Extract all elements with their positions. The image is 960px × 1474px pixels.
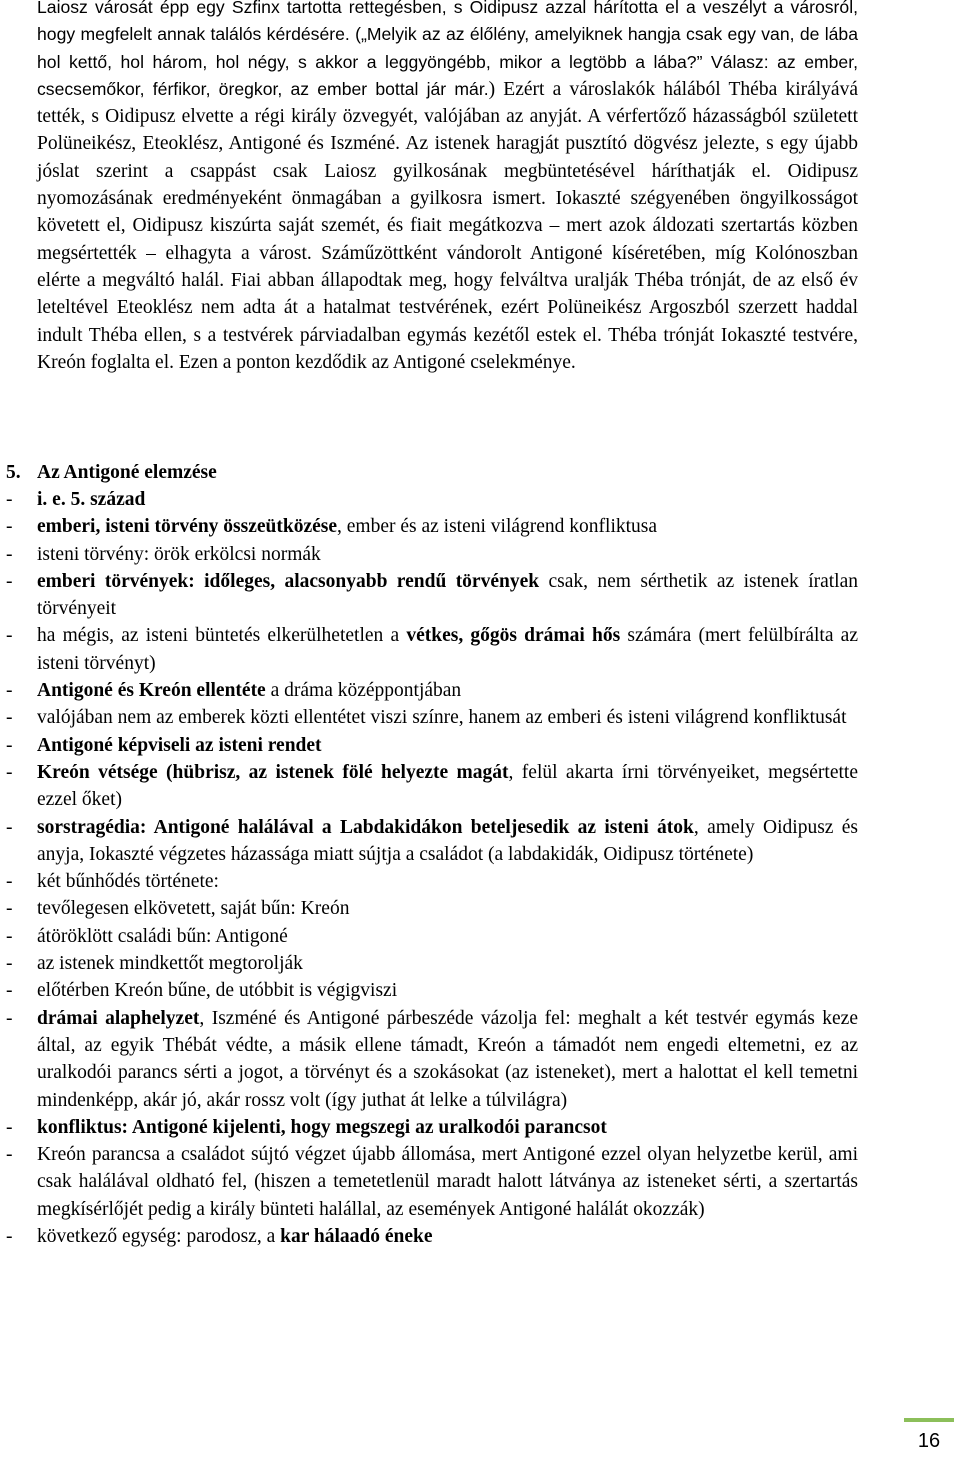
list-dash: - [6, 1007, 13, 1029]
list-item [6, 1005, 858, 1114]
list-item [6, 923, 858, 950]
page-number: 16 [917, 1430, 941, 1452]
list-item [6, 704, 858, 731]
list-dash: - [6, 980, 13, 1002]
list-dash: - [6, 516, 13, 538]
intro-text-part-1: Laiosz városát épp egy Szfinx tartotta rettegésben, s Oidipusz azzal hárította el a veszélyt a városról, hogy megfelelt annak találós kérdésére. („Melyik az az élőlény, amelyiknek hangja csak egy van, de lába hol kettő, hol három, hol négy, s akkor a leggyöngébb, mikor a legtöbb a lába?” Válasz: az ember, csecsemőkor, férfikor, öregkor, az ember bottal jár már. [37, 0, 858, 99]
item-text: csak, nem sérthetik az istenek íratlan törvényeit [37, 570, 859, 620]
list-item [6, 868, 858, 895]
list-item [6, 1114, 858, 1141]
item-bold-text: emberi, isteni törvény összeütközése [37, 516, 338, 538]
list-dash: - [6, 707, 13, 729]
list-item [6, 486, 858, 513]
list-item [6, 1223, 858, 1250]
section-title: Az Antigoné elemzése [37, 462, 217, 483]
item-text: ha mégis, az isteni büntetés elkerülhetetlen a [37, 625, 407, 647]
item-bold-text: konfliktus: Antigoné kijelenti, hogy megszegi az uralkodói parancsot [37, 1116, 607, 1138]
list-item [6, 895, 858, 922]
list-item [6, 759, 858, 814]
list-item [6, 622, 858, 677]
list-item [6, 1141, 858, 1223]
item-bold-text: i. e. 5. század [37, 489, 146, 510]
item-bold-text: Kreón vétsége (hübrisz, az istenek fölé helyezte magát [37, 761, 509, 783]
item-bold-text: emberi törvények: időleges, alacsonyabb rendű törvények [37, 570, 540, 592]
item-text: isteni törvény: örök erkölcsi normák [37, 543, 321, 565]
list-dash: - [6, 953, 13, 975]
intro-paragraph [37, 0, 858, 376]
list-dash: - [6, 898, 13, 920]
item-text: tevőlegesen elkövetett, saját bűn: Kreón [37, 898, 350, 920]
item-text: , amely Oidipusz és anyja, Iokaszté végzetes házassága miatt sújtja a családot (a labdakidák, Oidipusz története) [37, 816, 858, 865]
list-dash: - [6, 543, 13, 565]
item-text: , felül akarta írni törvényeiket, megsértette ezzel őket) [37, 761, 858, 811]
list-dash: - [6, 925, 13, 947]
item-text: valójában nem az emberek közti ellentétet viszi színre, hanem az emberi és isteni világrend konfliktusát [37, 707, 847, 729]
list-item [6, 541, 858, 568]
intro-text-part-3: Az istenek haragját pusztító dögvész jelezte, s egy újabb jóslat szerint a csappást csak Laiosz gyilkosának megbüntetésével háríthatják el. Oidipusz nyomozásának eredményeként önmagában a gyilkosra ismert. Iokaszté szégyenében öngyilkosságot követett el, Oidipusz kiszúrta saját szemét, és fiait megátkozva – mert azok áldozati szertartás közben megsértették – elhagyta a várost. Száműzöttként vándorolt Antigoné kíséretében, míg Kolónoszban elérte a megváltó halál. Fiai abban állapodtak meg, hogy felváltva uralják Théba trónját, de az első év leteltével Eteoklész nem adta át a hatalmat testvérének, ezért Polüneikész Argoszból szerzett haddal indult Théba ellen, s a testvérek párviadalban egymás kezétől estek el. Théba trónját Iokaszté testvére, Kreón foglalta el. Ezen a ponton kezdődik az Antigoné cselekménye. [37, 133, 858, 373]
list-dash: - [6, 871, 13, 893]
list-dash: - [6, 489, 13, 510]
list-dash: - [6, 816, 13, 838]
list-dash: - [6, 625, 13, 647]
list-dash: - [6, 680, 13, 702]
list-dash: - [6, 570, 13, 592]
list-dash: - [6, 1226, 13, 1248]
item-bold-text: vétkes, gőgös drámai hős [406, 625, 621, 647]
item-bold-text: kar hálaadó éneke [280, 1226, 433, 1248]
list-item [6, 732, 858, 759]
list-dash: - [6, 734, 13, 756]
item-bold-text: sorstragédia: Antigoné halálával a Labdakidákon beteljesedik az isteni átok [37, 816, 694, 838]
item-bold-text: Antigoné képviseli az isteni rendet [37, 734, 322, 756]
list-item [6, 950, 858, 977]
item-text: előtérben Kreón bűne, de utóbbit is végigviszi [37, 980, 398, 1002]
list-item [6, 814, 858, 869]
intro-text-part-2: ) Ezért a városlakók hálából Théba királyává tették, s Oidipusz elvette a régi király özvegyét, valójában az anyját. A vérfertőző házasságból született Polüneikész, Eteoklész, Antigoné és Iszméné. [37, 78, 858, 155]
item-text: két bűnhődés története: [37, 871, 219, 893]
item-text: az istenek mindkettőt megtorolják [37, 953, 303, 975]
list-item [6, 568, 858, 623]
item-text: átöröklött családi bűn: Antigoné [37, 925, 288, 947]
item-bold-text: drámai alaphelyzet [37, 1007, 200, 1029]
section-heading [6, 459, 866, 486]
list-item [6, 977, 858, 1004]
list-item [6, 513, 858, 540]
analysis-list [6, 486, 858, 1250]
list-item [6, 677, 858, 704]
section-number: 5. [6, 462, 21, 483]
item-bold-text: Antigoné és Kreón ellentéte [37, 680, 266, 702]
item-text: Kreón parancsa a családot sújtó végzet újabb állomása, mert Antigoné ezzel olyan helyzetbe kerül, ami csak halálával oldható fel, (hiszen a temetetlenül maradt halott látványa az isteneket sérti, a szertartás megkísérlőjét pedig a király bünteti halállal, az események Antigoné halálát okozzák) [37, 1144, 858, 1220]
list-dash: - [6, 1144, 13, 1166]
item-text: következő egység: parodosz, a [37, 1226, 281, 1248]
list-dash: - [6, 1116, 13, 1138]
list-dash: - [6, 761, 13, 783]
item-text: , Iszméné és Antigoné párbeszéde vázolja fel: meghalt a két testvér egymás keze által, az egyik Thébát védte, a másik ellene támadt, Kreón a támadót nem engedi eltemetni, ez az uralkodói parancs sérti a jogot, a törvényt és a szokásokat (az isteneket), mert a halottat el kell temetni mindenképp, akár jó, akár rossz volt (így juthat át lelke a túlvilágra) [37, 1007, 858, 1111]
item-text: a dráma középpontjában [265, 680, 462, 702]
item-text: számára (mert felülbírálta az isteni törvényt) [37, 625, 858, 674]
item-text: , ember és az isteni világrend konfliktusa [337, 516, 658, 538]
